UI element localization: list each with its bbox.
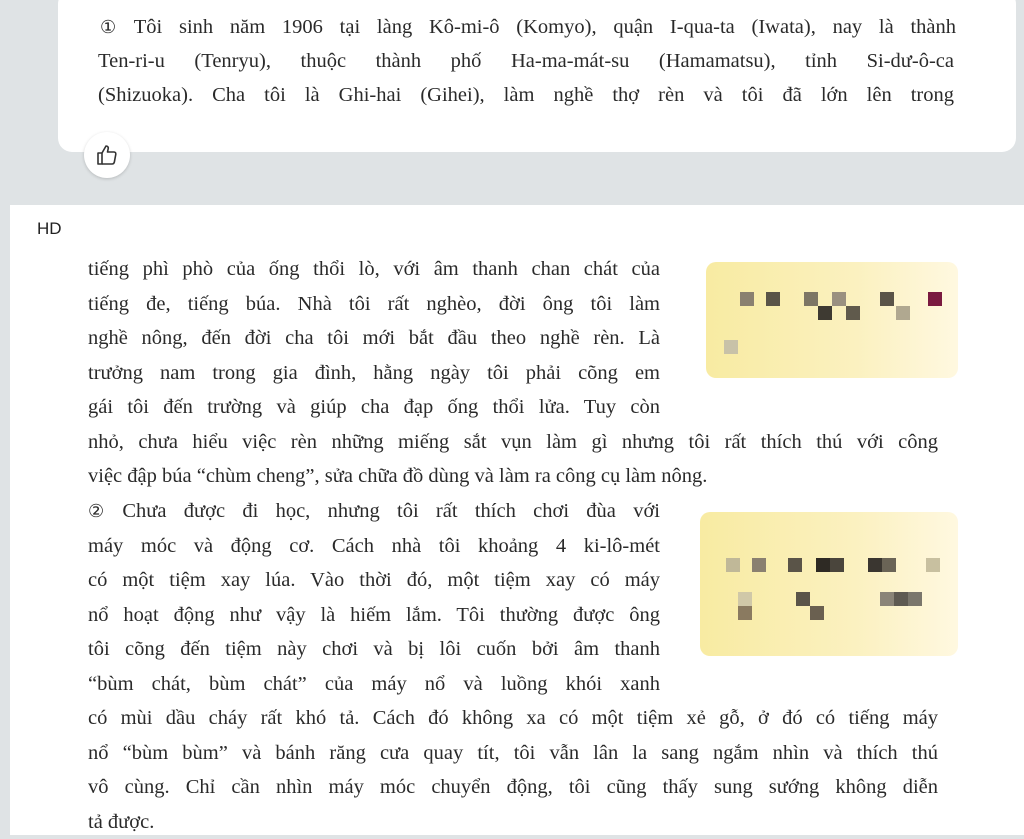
- text-line: nổ “bùm bùm” và bánh răng cưa quay tít, tôi vẫn lân la sang ngắm nhìn và thích thú: [88, 736, 938, 771]
- like-button[interactable]: [84, 132, 130, 178]
- answer-paragraph-2: [88, 494, 938, 839]
- paragraph-marker: ①: [100, 17, 128, 37]
- text-line: (Shizuoka). Cha tôi là Ghi-hai (Gihei), làm nghề thợ rèn và tôi đã lớn lên trong: [98, 78, 954, 112]
- text-line: Tôi sinh năm 1906 tại làng Kô-mi-ô (Komyo), quận I-qua-ta (Iwata), nay là thành: [134, 16, 956, 38]
- text-line: “bùm chát, bùm chát” của máy nổ và luồng khói xanh: [88, 667, 660, 702]
- text-line: nghề nông, đến đời cha tôi mới bắt đầu theo nghề rèn. Là: [88, 321, 660, 356]
- text-line: gái tôi đến trường và giúp cha đạp ống thổi lửa. Tuy còn: [88, 390, 660, 425]
- text-line: tiếng đe, tiếng búa. Nhà tôi rất nghèo, đời ông tôi làm: [88, 287, 660, 322]
- thumbs-up-icon: [95, 143, 119, 167]
- text-line: Ten-ri-u (Tenryu), thuộc thành phố Ha-ma-mát-su (Hamamatsu), tỉnh Si-dư-ô-ca: [98, 44, 954, 78]
- paragraph-marker: ②: [88, 501, 116, 521]
- text-line: có mùi dầu cháy rất khó tả. Cách đó không xa có một tiệm xẻ gỗ, ở đó có tiếng máy: [88, 701, 938, 736]
- text-line: nổ hoạt động như vậy là hiếm lắm. Tôi thường được ông: [88, 598, 660, 633]
- answer-paragraph-1: [88, 252, 938, 494]
- text-line: máy móc và động cơ. Cách nhà tôi khoảng 4 ki-lô-mét: [88, 529, 660, 564]
- previous-message-text: [100, 10, 956, 112]
- text-line: tôi cõng đến tiệm này chơi và bị lôi cuốn bởi âm thanh: [88, 632, 660, 667]
- text-line: có một tiệm xay lúa. Vào thời đó, một tiệm xay có máy: [88, 563, 660, 598]
- text-line: Chưa được đi học, nhưng tôi rất thích chơi đùa với: [122, 500, 660, 522]
- text-line: việc đập búa “chùm cheng”, sửa chữa đồ dùng và làm ra công cụ làm nông.: [88, 459, 938, 494]
- text-line: vô cùng. Chỉ cần nhìn máy móc chuyển động, tôi cũng thấy sung sướng không diễn: [88, 770, 938, 805]
- text-line: nhỏ, chưa hiểu việc rèn những miếng sắt vụn làm gì nhưng tôi rất thích thú với công: [88, 425, 938, 460]
- text-line: trưởng nam trong gia đình, hằng ngày tôi phải cõng em: [88, 356, 660, 391]
- answer-label: HD: [37, 219, 62, 239]
- text-line: tiếng phì phò của ống thổi lò, với âm thanh chan chát của: [88, 252, 660, 287]
- text-line: tả được.: [88, 805, 938, 839]
